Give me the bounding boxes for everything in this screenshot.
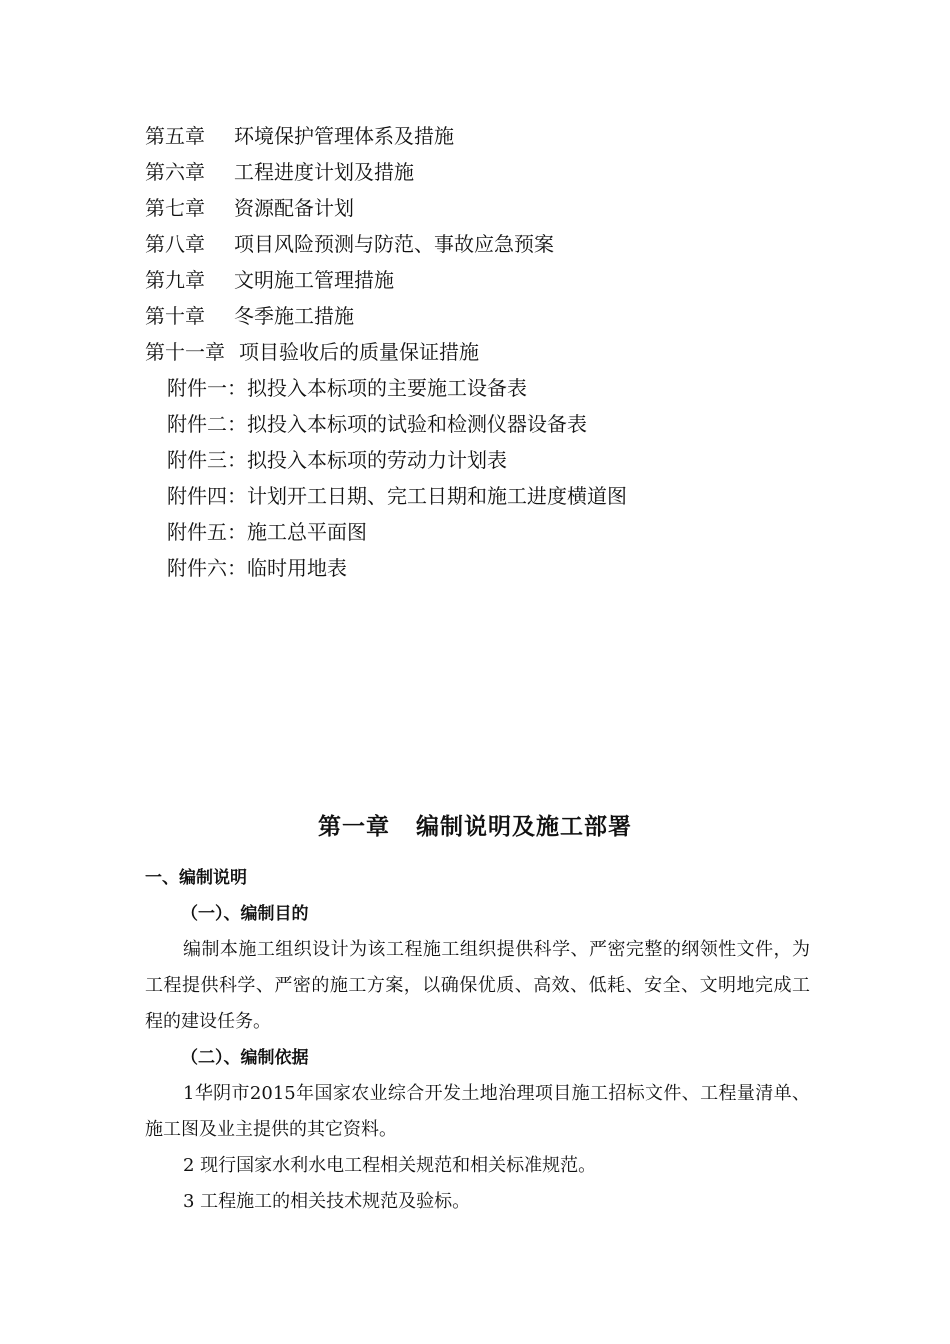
chapter-title: 编制说明及施工部署 <box>416 814 632 840</box>
toc-item <box>145 118 845 154</box>
toc-chapter-number: 第八章 <box>145 232 205 256</box>
toc-appendix-item: 附件三：拟投入本标项的劳动力计划表 <box>167 448 507 472</box>
subsection-heading: （一）、编制目的 <box>181 904 309 924</box>
toc-chapter-title: 项目风险预测与防范、事故应急预案 <box>234 232 554 256</box>
section-heading: 一、编制说明 <box>145 868 247 888</box>
toc-chapter-number: 第十一章 <box>145 340 225 364</box>
table-of-contents <box>145 118 845 586</box>
toc-appendix-item: 附件五：施工总平面图 <box>167 520 367 544</box>
toc-item <box>145 262 845 298</box>
toc-item <box>145 298 845 334</box>
toc-appendix-item: 附件一：拟投入本标项的主要施工设备表 <box>167 376 527 400</box>
chapter-number: 第一章 <box>318 814 390 840</box>
toc-item <box>145 190 845 226</box>
toc-appendix-item: 附件四：计划开工日期、完工日期和施工进度横道图 <box>167 484 627 508</box>
subsection-heading: （二）、编制依据 <box>181 1048 309 1068</box>
basis-item: 1华阴市2015年国家农业综合开发土地治理项目施工招标文件、工程量清单、施工图及业主提供的其它资料。 <box>145 1083 810 1140</box>
toc-item <box>145 154 845 190</box>
chapter-body <box>145 860 810 1220</box>
basis-item: 3 工程施工的相关技术规范及验标。 <box>183 1191 471 1212</box>
basis-item: 2 现行国家水利水电工程相关规范和相关标准规范。 <box>183 1155 597 1176</box>
toc-chapter-title: 项目验收后的质量保证措施 <box>239 340 479 364</box>
toc-chapter-title: 环境保护管理体系及措施 <box>234 124 454 148</box>
paragraph: 编制本施工组织设计为该工程施工组织提供科学、严密完整的纲领性文件，为工程提供科学、严密的施工方案，以确保优质、高效、低耗、安全、文明地完成工程的建设任务。 <box>145 939 810 1032</box>
toc-chapter-number: 第十章 <box>145 304 205 328</box>
toc-chapter-number: 第六章 <box>145 160 205 184</box>
toc-appendix-item: 附件二：拟投入本标项的试验和检测仪器设备表 <box>167 412 587 436</box>
chapter-heading <box>0 808 950 841</box>
toc-chapter-title: 资源配备计划 <box>234 196 354 220</box>
toc-chapter-title: 文明施工管理措施 <box>234 268 394 292</box>
toc-chapter-number: 第五章 <box>145 124 205 148</box>
toc-chapter-number: 第九章 <box>145 268 205 292</box>
toc-chapter-title: 冬季施工措施 <box>234 304 354 328</box>
toc-chapter-number: 第七章 <box>145 196 205 220</box>
toc-chapter-title: 工程进度计划及措施 <box>234 160 414 184</box>
toc-item <box>145 226 845 262</box>
toc-appendix-item: 附件六：临时用地表 <box>167 556 347 580</box>
toc-item <box>145 334 845 370</box>
